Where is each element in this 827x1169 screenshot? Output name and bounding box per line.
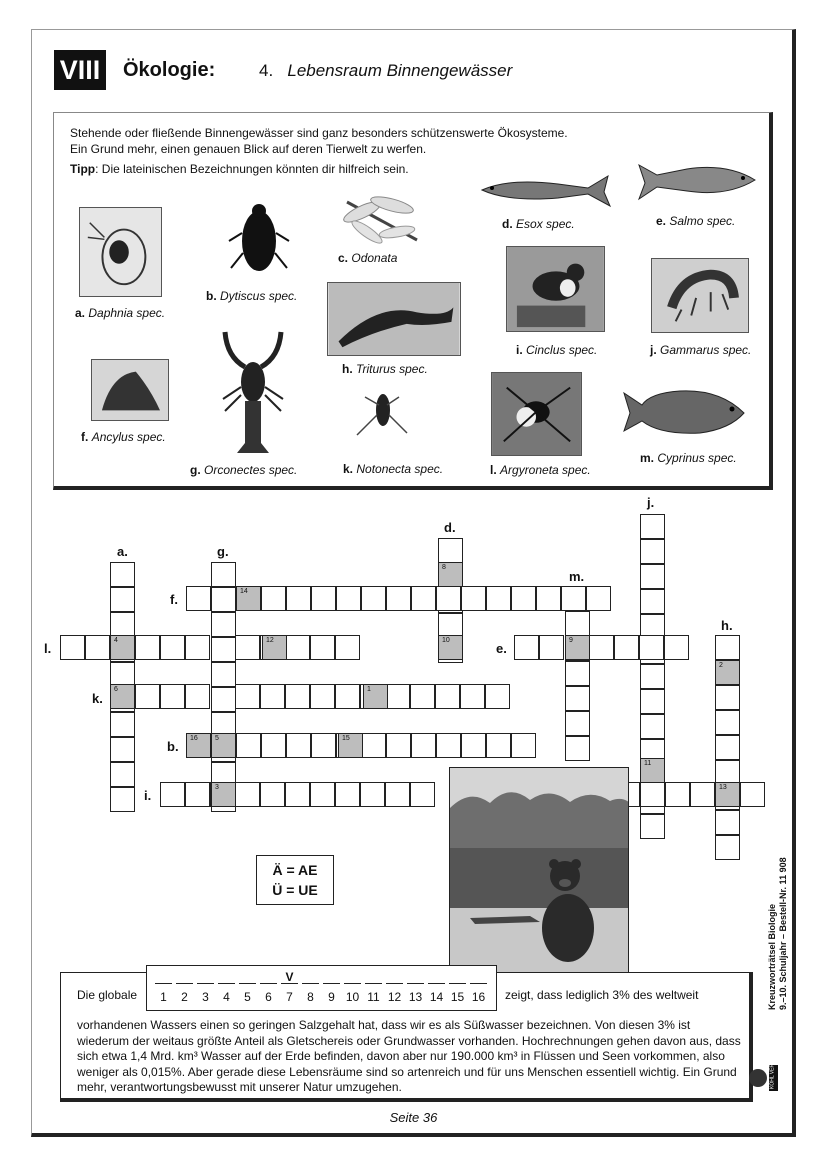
crossword-cell[interactable] bbox=[640, 564, 665, 589]
clue-label-h: h. bbox=[721, 618, 733, 633]
solution-letter bbox=[407, 966, 424, 984]
crossword-cell[interactable] bbox=[514, 635, 539, 660]
crossword-cell[interactable] bbox=[485, 684, 510, 709]
crossword-cell[interactable] bbox=[715, 635, 740, 660]
crossword-cell[interactable] bbox=[185, 782, 210, 807]
crossword-cell[interactable] bbox=[135, 684, 160, 709]
crossword-cell[interactable] bbox=[715, 810, 740, 835]
crossword-cell[interactable] bbox=[461, 586, 486, 611]
crossword-cell[interactable] bbox=[310, 635, 335, 660]
page-number: Seite 36 bbox=[389, 1110, 438, 1125]
triturus-image bbox=[327, 282, 461, 356]
intro-line-2: Ein Grund mehr, einen genauen Blick auf deren Tierwelt zu werfen. bbox=[70, 142, 427, 156]
crossword-cell[interactable] bbox=[311, 733, 336, 758]
clue-label-l: l. bbox=[44, 641, 52, 656]
crossword-cell[interactable] bbox=[261, 586, 286, 611]
solution-word-box bbox=[146, 965, 497, 1011]
solution-slot[interactable] bbox=[153, 966, 174, 1004]
clue-label-g: g. bbox=[217, 544, 229, 559]
crossword-cell[interactable] bbox=[436, 586, 461, 611]
solution-number: 3 bbox=[202, 990, 209, 1004]
solution-slot[interactable] bbox=[174, 966, 195, 1004]
crossword-cell[interactable] bbox=[135, 635, 160, 660]
caption-f: f. Ancylus spec. bbox=[81, 430, 166, 444]
solution-slot[interactable] bbox=[258, 966, 279, 1004]
solution-letter bbox=[239, 966, 256, 984]
cinclus-image bbox=[506, 246, 605, 332]
cell-number: 13 bbox=[719, 784, 727, 791]
crossword-cell[interactable] bbox=[110, 562, 135, 587]
solution-letter bbox=[428, 966, 445, 984]
publisher-logo bbox=[748, 1063, 780, 1093]
cell-number: 5 bbox=[215, 735, 219, 742]
cell-number: 16 bbox=[190, 735, 198, 742]
crossword-solution-cell[interactable] bbox=[565, 635, 590, 660]
solution-letter bbox=[323, 966, 340, 984]
crossword-cell[interactable] bbox=[639, 635, 664, 660]
crossword-solution-cell[interactable] bbox=[186, 733, 211, 758]
solution-slot[interactable] bbox=[342, 966, 363, 1004]
solution-letter bbox=[386, 966, 403, 984]
crossword-cell[interactable] bbox=[640, 539, 665, 564]
solution-slot[interactable] bbox=[321, 966, 342, 1004]
cell-number: 15 bbox=[342, 735, 350, 742]
crossword-cell[interactable] bbox=[361, 733, 386, 758]
crossword-cell[interactable] bbox=[335, 635, 360, 660]
crossword-cell[interactable] bbox=[386, 733, 411, 758]
solution-letter bbox=[344, 966, 361, 984]
crossword-cell[interactable] bbox=[211, 687, 236, 712]
solution-letter bbox=[302, 966, 319, 984]
svg-text:KOHL VERLAG: KOHL VERLAG bbox=[769, 1063, 776, 1089]
clue-label-a: a. bbox=[117, 544, 128, 559]
crossword-cell[interactable] bbox=[311, 586, 336, 611]
solution-slot[interactable] bbox=[384, 966, 405, 1004]
solution-number: 9 bbox=[328, 990, 335, 1004]
solution-slot[interactable] bbox=[426, 966, 447, 1004]
crossword-cell[interactable] bbox=[640, 689, 665, 714]
crossword-cell[interactable] bbox=[511, 586, 536, 611]
solution-slot[interactable] bbox=[363, 966, 384, 1004]
crossword-solution-cell[interactable] bbox=[211, 733, 236, 758]
solution-number: 5 bbox=[244, 990, 251, 1004]
crossword-cell[interactable] bbox=[110, 762, 135, 787]
chapter-badge: VIII bbox=[54, 50, 106, 90]
crossword-cell[interactable] bbox=[561, 586, 586, 611]
caption-m: m. Cyprinus spec. bbox=[640, 451, 737, 465]
crossword-cell[interactable] bbox=[310, 782, 335, 807]
solution-number: 10 bbox=[345, 990, 360, 1004]
crossword-cell[interactable] bbox=[486, 586, 511, 611]
clue-label-m: m. bbox=[569, 569, 585, 584]
crossword-cell[interactable] bbox=[410, 782, 435, 807]
clue-label-b: b. bbox=[167, 739, 179, 754]
solution-slot[interactable] bbox=[237, 966, 258, 1004]
crossword-cell[interactable] bbox=[436, 733, 461, 758]
solution-letter bbox=[155, 966, 172, 984]
crossword-cell[interactable] bbox=[461, 733, 486, 758]
solution-letter bbox=[176, 966, 193, 984]
crossword-cell[interactable] bbox=[235, 782, 260, 807]
clue-label-k: k. bbox=[92, 691, 103, 706]
crossword-cell[interactable] bbox=[286, 733, 311, 758]
crossword-solution-cell[interactable] bbox=[110, 684, 135, 709]
legend-ae: Ä = AE bbox=[272, 862, 318, 878]
crossword-cell[interactable] bbox=[85, 635, 110, 660]
solution-number: 14 bbox=[429, 990, 444, 1004]
caption-k: k. Notonecta spec. bbox=[343, 462, 444, 476]
solution-slot[interactable] bbox=[447, 966, 468, 1004]
crossword-solution-cell[interactable] bbox=[211, 782, 236, 807]
crossword-solution-cell[interactable] bbox=[715, 782, 740, 807]
crossword-cell[interactable] bbox=[539, 635, 564, 660]
crossword-cell[interactable] bbox=[286, 586, 311, 611]
crossword-cell[interactable] bbox=[211, 637, 236, 662]
section-title: Ökologie: bbox=[123, 59, 216, 81]
argyroneta-image bbox=[491, 372, 582, 456]
dytiscus-image bbox=[225, 193, 293, 278]
cell-number: 1 bbox=[367, 686, 371, 693]
cell-number: 8 bbox=[442, 564, 446, 571]
solution-number: 12 bbox=[387, 990, 402, 1004]
ancylus-image bbox=[91, 359, 169, 421]
caption-l: l. Argyroneta spec. bbox=[490, 463, 591, 477]
crossword-cell[interactable] bbox=[435, 684, 460, 709]
crossword-solution-cell[interactable] bbox=[338, 733, 363, 758]
solution-slot[interactable] bbox=[279, 966, 300, 1004]
crossword-cell[interactable] bbox=[211, 612, 236, 637]
gammarus-image bbox=[651, 258, 749, 333]
orconectes-image bbox=[217, 327, 289, 454]
crossword-solution-cell[interactable] bbox=[110, 635, 135, 660]
crossword-cell[interactable] bbox=[460, 684, 485, 709]
crossword-cell[interactable] bbox=[160, 782, 185, 807]
crossword-cell[interactable] bbox=[110, 737, 135, 762]
crossword-cell[interactable] bbox=[260, 684, 285, 709]
clue-label-j: j. bbox=[647, 495, 655, 510]
cell-number: 4 bbox=[114, 637, 118, 644]
crossword-cell[interactable] bbox=[110, 712, 135, 737]
caption-a: a. Daphnia spec. bbox=[75, 306, 166, 320]
crossword-cell[interactable] bbox=[285, 635, 310, 660]
solution-number: 16 bbox=[471, 990, 486, 1004]
crossword-cell[interactable] bbox=[665, 782, 690, 807]
crossword-cell[interactable] bbox=[361, 586, 386, 611]
crossword-cell[interactable] bbox=[386, 586, 411, 611]
crossword-cell[interactable] bbox=[536, 586, 561, 611]
caption-i: i. Cinclus spec. bbox=[516, 343, 598, 357]
clue-label-f: f. bbox=[170, 592, 178, 607]
solution-letter bbox=[449, 966, 466, 984]
crossword-cell[interactable] bbox=[565, 611, 590, 636]
solution-number: 2 bbox=[181, 990, 188, 1004]
crossword-solution-cell[interactable] bbox=[438, 562, 463, 587]
crossword-cell[interactable] bbox=[261, 733, 286, 758]
crossword-cell[interactable] bbox=[110, 612, 135, 637]
crossword-cell[interactable] bbox=[640, 714, 665, 739]
odonata-image bbox=[337, 190, 427, 250]
cell-number: 2 bbox=[719, 662, 723, 669]
crossword-cell[interactable] bbox=[235, 684, 260, 709]
crossword-cell[interactable] bbox=[565, 736, 590, 761]
crossword-cell[interactable] bbox=[335, 782, 360, 807]
crossword-cell[interactable] bbox=[310, 684, 335, 709]
cell-number: 9 bbox=[569, 637, 573, 644]
crossword-cell[interactable] bbox=[690, 782, 715, 807]
crossword-cell[interactable] bbox=[411, 733, 436, 758]
crossword-cell[interactable] bbox=[438, 538, 463, 563]
clue-label-d: d. bbox=[444, 520, 456, 535]
solution-letter bbox=[218, 966, 235, 984]
crossword-cell[interactable] bbox=[60, 635, 85, 660]
crossword-cell[interactable] bbox=[565, 661, 590, 686]
cyprinus-image bbox=[620, 383, 748, 439]
crossword-cell[interactable] bbox=[565, 686, 590, 711]
salmo-image bbox=[637, 155, 757, 205]
solution-slot[interactable] bbox=[468, 966, 489, 1004]
crossword-cell[interactable] bbox=[360, 782, 385, 807]
crossword-cell[interactable] bbox=[385, 684, 410, 709]
worksheet-title: 4. Lebensraum Binnengewässer bbox=[259, 61, 513, 80]
solution-slot[interactable] bbox=[195, 966, 216, 1004]
esox-image bbox=[478, 170, 613, 210]
crossword-cell[interactable] bbox=[335, 684, 360, 709]
crossword-cell[interactable] bbox=[740, 782, 765, 807]
crossword-solution-cell[interactable] bbox=[438, 635, 463, 660]
solution-number: 8 bbox=[307, 990, 314, 1004]
crossword-cell[interactable] bbox=[411, 586, 436, 611]
crossword-cell[interactable] bbox=[589, 635, 614, 660]
clue-label-e: e. bbox=[496, 641, 507, 656]
crossword-cell[interactable] bbox=[336, 586, 361, 611]
tip-line: Tipp: Die lateinischen Bezeichnungen könnten dir hilfreich sein. bbox=[70, 162, 409, 176]
cell-number: 12 bbox=[266, 637, 274, 644]
solution-number: 1 bbox=[160, 990, 167, 1004]
cell-number: 6 bbox=[114, 686, 118, 693]
crossword-cell[interactable] bbox=[385, 782, 410, 807]
bear-photo bbox=[449, 767, 629, 975]
caption-j: j. Gammarus spec. bbox=[650, 343, 752, 357]
caption-e: e. Salmo spec. bbox=[656, 214, 736, 228]
caption-d: d. Esox spec. bbox=[502, 217, 575, 231]
crossword-cell[interactable] bbox=[235, 635, 260, 660]
solution-slot[interactable] bbox=[405, 966, 426, 1004]
crossword-cell[interactable] bbox=[664, 635, 689, 660]
crossword-cell[interactable] bbox=[160, 635, 185, 660]
crossword-cell[interactable] bbox=[640, 664, 665, 689]
caption-h: h. Triturus spec. bbox=[342, 362, 428, 376]
crossword-cell[interactable] bbox=[285, 684, 310, 709]
side-info bbox=[767, 857, 789, 1010]
umlaut-legend bbox=[256, 855, 334, 905]
crossword-cell[interactable] bbox=[285, 782, 310, 807]
solution-paragraph: vorhandenen Wassers einen so geringen Salzgehalt hat, dass wir es als Süßwasser bezeichnen. Von diesen 3% ist wiederum der weitaus größte Anteil als Gletschereis oder Grundwasser vorhanden. Hochrechnungen gehen davon aus, dass sich etwa 1,4 Mrd. km³ Wasser auf der Erde befinden, davon aber nur 190.000 km³ in Flüssen und Seen vorkommen, also weniger als 0,015%. Aber gerade diese Lebensräume sind so artenreich und für uns Menschen essentiell wichtig. Ein Grund mehr, verantwortungsbewusst mit unserer Natur umzugehen. bbox=[77, 1018, 741, 1094]
intro-line-1: Stehende oder fließende Binnengewässer sind ganz besonders schützenswerte Ökosysteme. bbox=[70, 126, 568, 140]
crossword-cell[interactable] bbox=[715, 735, 740, 760]
daphnia-image bbox=[79, 207, 162, 297]
crossword-solution-cell[interactable] bbox=[715, 660, 740, 685]
crossword-cell[interactable] bbox=[614, 635, 639, 660]
solution-letter bbox=[197, 966, 214, 984]
crossword-cell[interactable] bbox=[486, 733, 511, 758]
crossword-cell[interactable] bbox=[110, 587, 135, 612]
crossword-cell[interactable] bbox=[640, 589, 665, 614]
crossword-cell[interactable] bbox=[160, 684, 185, 709]
crossword-cell[interactable] bbox=[565, 711, 590, 736]
clue-label-i: i. bbox=[144, 788, 152, 803]
crossword-cell[interactable] bbox=[260, 782, 285, 807]
side-line-2: 9.–10. Schuljahr – Bestell-Nr. 11 908 bbox=[778, 857, 788, 1010]
caption-g: g. Orconectes spec. bbox=[190, 463, 298, 477]
solution-number: 11 bbox=[367, 990, 380, 1004]
solution-letter: V bbox=[281, 966, 298, 984]
solution-letter bbox=[260, 966, 277, 984]
solution-number: 7 bbox=[286, 990, 293, 1004]
crossword-cell[interactable] bbox=[640, 514, 665, 539]
solution-number: 15 bbox=[450, 990, 465, 1004]
solution-number: 13 bbox=[408, 990, 423, 1004]
crossword-cell[interactable] bbox=[211, 662, 236, 687]
caption-c: c. Odonata bbox=[338, 251, 398, 265]
cell-number: 3 bbox=[215, 784, 219, 791]
crossword-cell[interactable] bbox=[586, 586, 611, 611]
crossword-solution-cell[interactable] bbox=[363, 684, 388, 709]
cell-number: 14 bbox=[240, 588, 248, 595]
crossword-cell[interactable] bbox=[110, 787, 135, 812]
cell-number: 11 bbox=[644, 760, 652, 767]
crossword-cell[interactable] bbox=[640, 782, 665, 807]
solution-letter bbox=[365, 966, 382, 984]
crossword-solution-cell[interactable] bbox=[262, 635, 287, 660]
crossword-cell[interactable] bbox=[410, 684, 435, 709]
solution-suffix: zeigt, dass lediglich 3% des weltweit bbox=[505, 988, 699, 1002]
solution-number: 6 bbox=[265, 990, 272, 1004]
crossword-solution-cell[interactable] bbox=[236, 586, 261, 611]
solution-number: 4 bbox=[223, 990, 230, 1004]
crossword-solution-cell[interactable] bbox=[640, 758, 665, 783]
crossword-cell[interactable] bbox=[186, 586, 211, 611]
crossword-cell[interactable] bbox=[715, 685, 740, 710]
crossword-cell[interactable] bbox=[715, 835, 740, 860]
solution-prefix: Die globale bbox=[77, 988, 138, 1002]
crossword-cell[interactable] bbox=[640, 814, 665, 839]
crossword-cell[interactable] bbox=[511, 733, 536, 758]
legend-ue: Ü = UE bbox=[272, 882, 318, 898]
caption-b: b. Dytiscus spec. bbox=[206, 289, 298, 303]
crossword-cell[interactable] bbox=[211, 587, 236, 612]
crossword-cell[interactable] bbox=[211, 562, 236, 587]
crossword-cell[interactable] bbox=[185, 684, 210, 709]
solution-slot[interactable] bbox=[300, 966, 321, 1004]
crossword-cell[interactable] bbox=[185, 635, 210, 660]
crossword-cell[interactable] bbox=[715, 710, 740, 735]
solution-slot[interactable] bbox=[216, 966, 237, 1004]
cell-number: 10 bbox=[442, 637, 450, 644]
crossword-cell[interactable] bbox=[236, 733, 261, 758]
notonecta-image bbox=[353, 385, 411, 445]
solution-letter bbox=[470, 966, 487, 984]
side-line-1: Kreuzworträtsel Biologie bbox=[767, 903, 777, 1010]
